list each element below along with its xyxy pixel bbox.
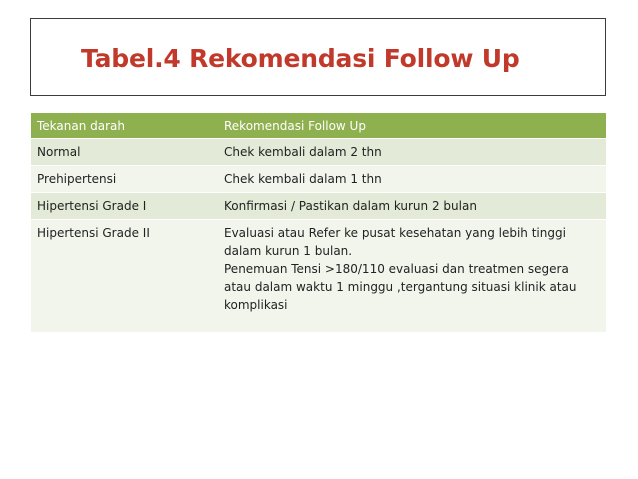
cell-rekomendasi: [218, 220, 606, 333]
slide-title: Tabel.4 Rekomendasi Follow Up: [81, 44, 520, 73]
title-frame: [30, 18, 606, 96]
cell-text-line: atau dalam waktu 1 minggu ,tergantung situasi klinik atau: [224, 280, 577, 294]
cell-rekomendasi: [218, 139, 606, 166]
header-tekanan-darah: Tekanan darah: [31, 113, 218, 139]
cell-rekomendasi: [218, 166, 606, 193]
header-rekomendasi: Rekomendasi Follow Up: [218, 113, 606, 139]
cell-text-line: Penemuan Tensi >180/110 evaluasi dan treatmen segera: [224, 262, 569, 276]
table-row: [31, 193, 606, 220]
recommendation-table: [31, 113, 606, 332]
cell-text-line: Chek kembali dalam 2 thn: [224, 145, 382, 159]
cell-text-line: komplikasi: [224, 298, 288, 312]
cell-text-line: dalam kurun 1 bulan.: [224, 244, 353, 258]
cell-tekanan: Normal: [31, 139, 218, 166]
cell-text-line: Konfirmasi / Pastikan dalam kurun 2 bulan: [224, 199, 477, 213]
table-row: [31, 220, 606, 333]
cell-text-line: Chek kembali dalam 1 thn: [224, 172, 382, 186]
cell-rekomendasi: [218, 193, 606, 220]
table-header-row: [31, 113, 606, 139]
cell-text-line: Evaluasi atau Refer ke pusat kesehatan yang lebih tinggi: [224, 226, 566, 240]
table-row: [31, 166, 606, 193]
cell-tekanan: Hipertensi Grade II: [31, 220, 218, 333]
cell-tekanan: Hipertensi Grade I: [31, 193, 218, 220]
table-row: [31, 139, 606, 166]
cell-tekanan: Prehipertensi: [31, 166, 218, 193]
